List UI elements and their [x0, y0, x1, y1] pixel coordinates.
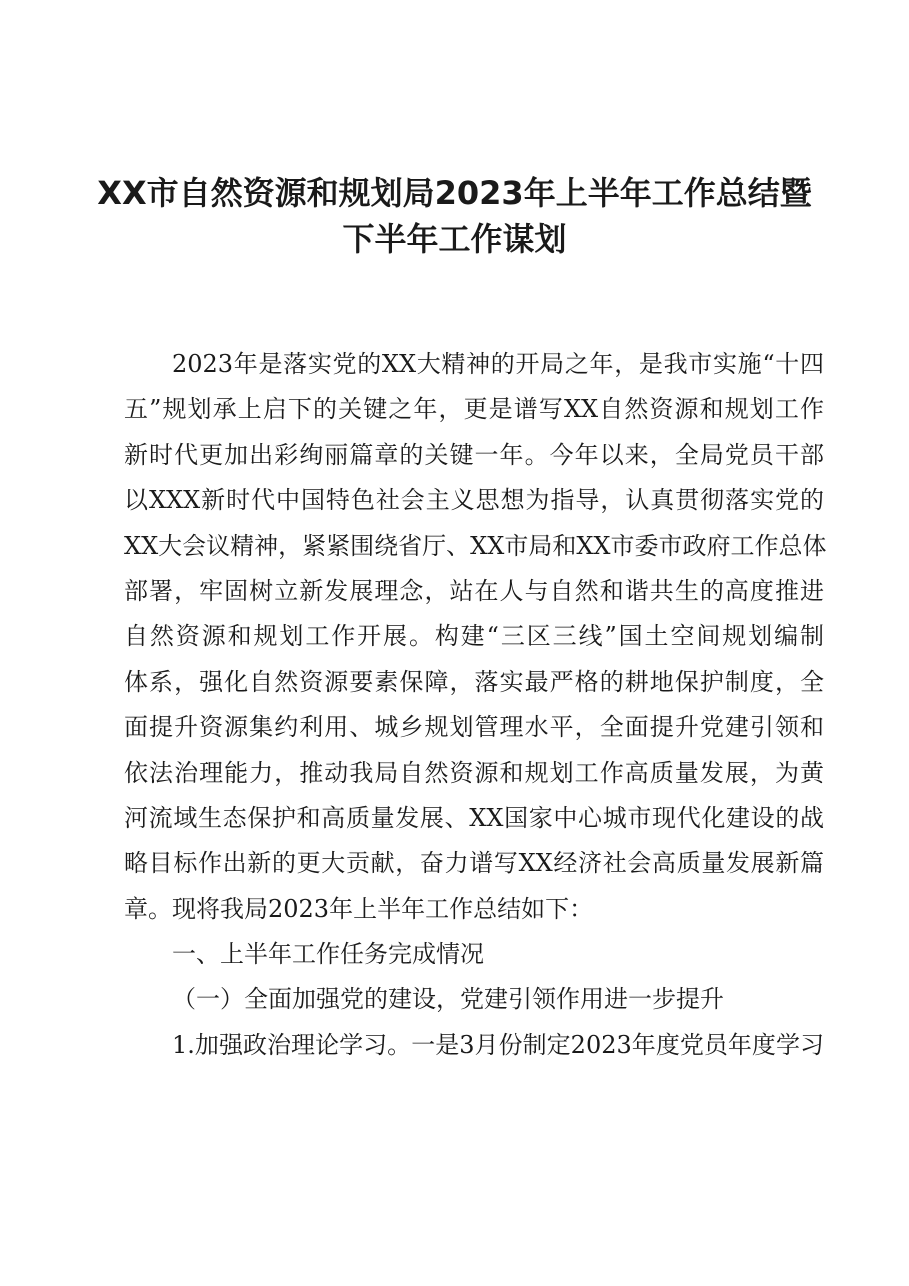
title-line-1: XX市自然资源和规划局2023年上半年工作总结暨	[97, 174, 812, 212]
document-body	[124, 342, 827, 1068]
intro-line: 略目标作出新的更大贡献，奋力谱写XX经济社会高质量发展新篇	[124, 849, 824, 878]
section-heading	[124, 932, 824, 977]
intro-line: 以XXX新时代中国特色社会主义思想为指导，认真贯彻落实党的	[124, 486, 824, 515]
intro-line: 体系，强化自然资源要素保障，落实最严格的耕地保护制度，全	[124, 667, 824, 696]
intro-line: 章。现将我局2023年上半年工作总结如下：	[124, 894, 594, 923]
intro-line: XX大会议精神，紧紧围绕省厅、XX市局和XX市委市政府工作总体	[124, 531, 827, 560]
intro-paragraph	[124, 342, 827, 932]
document-title	[60, 170, 849, 262]
intro-line: 部署，牢固树立新发展理念，站在人与自然和谐共生的高度推进	[124, 576, 824, 605]
intro-line: 面提升资源集约利用、城乡规划管理水平，全面提升党建引领和	[124, 713, 824, 742]
item-paragraph	[124, 1023, 824, 1068]
subsection-heading	[124, 977, 824, 1022]
section-heading-text: 一、上半年工作任务完成情况	[172, 940, 484, 969]
intro-line: 依法治理能力，推动我局自然资源和规划工作高质量发展，为黄	[124, 758, 824, 787]
subsection-heading-text: （一）全面加强党的建设，党建引领作用进一步提升	[172, 985, 724, 1014]
intro-line: 自然资源和规划工作开展。构建“三区三线”国土空间规划编制	[124, 622, 824, 651]
title-line-2: 下半年工作谋划	[342, 220, 567, 258]
intro-line: 新时代更加出彩绚丽篇章的关键一年。今年以来，全局党员干部	[124, 440, 824, 469]
intro-line: 河流域生态保护和高质量发展、XX国家中心城市现代化建设的战	[124, 803, 824, 832]
intro-line: 2023年是落实党的XX大精神的开局之年，是我市实施“十四	[172, 350, 824, 378]
intro-line: 五”规划承上启下的关键之年，更是谱写XX自然资源和规划工作	[124, 395, 824, 424]
item-line: 1.加强政治理论学习。一是3月份制定2023年度党员年度学习	[172, 1030, 824, 1059]
